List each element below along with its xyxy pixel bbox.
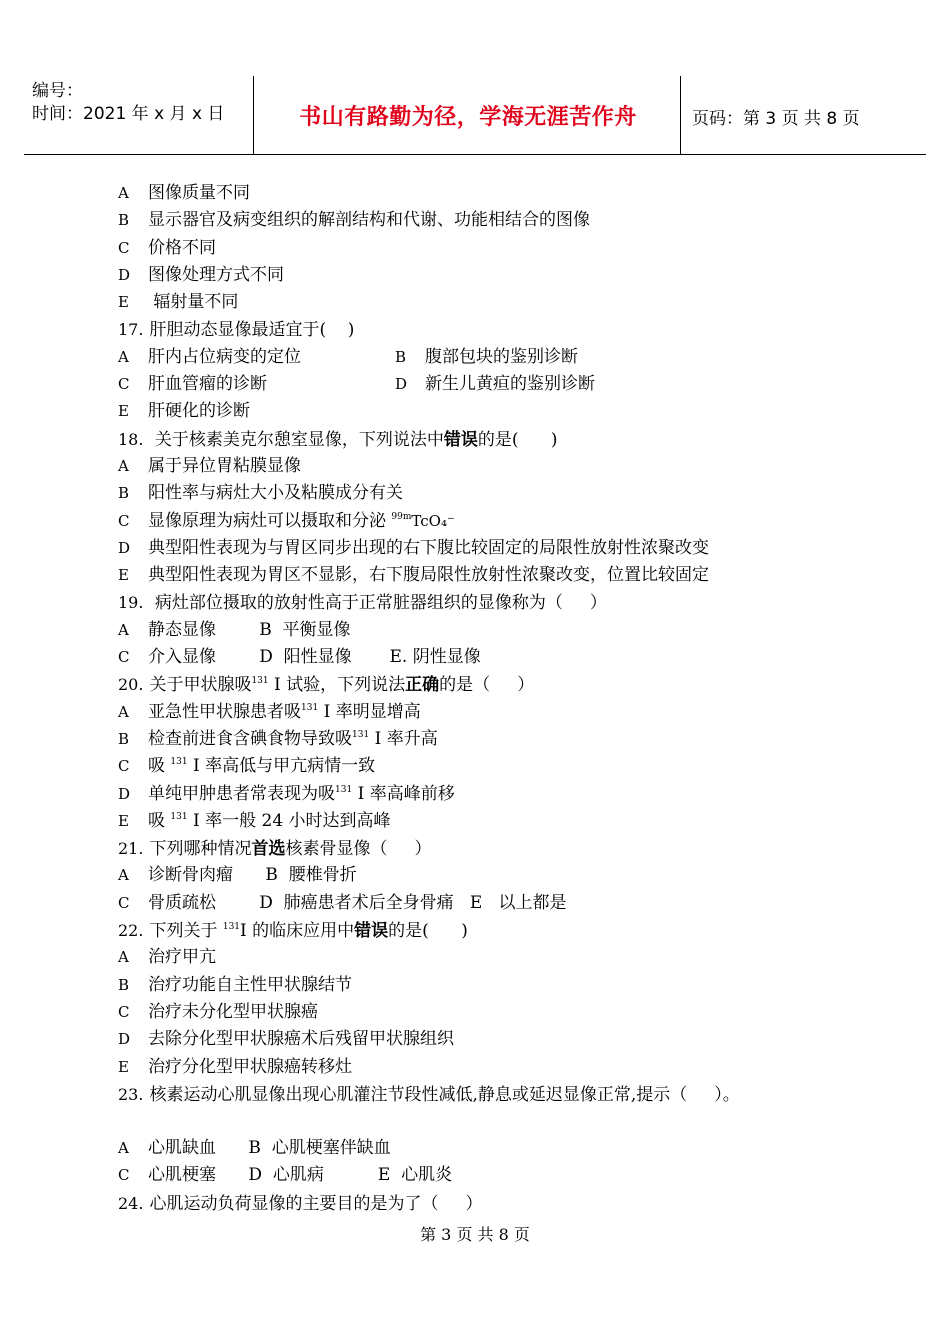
question-stem: 17. 肝胆动态显像最适宜于( ): [118, 320, 355, 341]
option-line: C 治疗未分化型甲状腺癌: [118, 1001, 318, 1022]
question-stem: 23. 核素运动心肌显像出现心肌灌注节段性减低,静息或延迟显像正常,提示（ ）。: [118, 1084, 740, 1105]
option-line: C 心肌梗塞 D 心肌病 E 心肌炎: [118, 1165, 453, 1186]
option-line: A 亚急性甲状腺患者吸$^{131}$ I 率明显增高: [118, 701, 421, 722]
question-stem: 21. 下列哪种情况首选核素骨显像（ ）: [118, 839, 432, 860]
option-line: C 显像原理为病灶可以摄取和分泌 $^{99m}$TcO₄⁻: [118, 510, 455, 531]
question-content: [118, 180, 918, 1217]
time-label: 时间：2021 年 x 月 x 日: [32, 104, 225, 124]
number-label: 编号：: [32, 81, 83, 101]
option-text: 价格不同: [148, 237, 216, 258]
header-divider: [253, 76, 254, 154]
header-divider: [680, 76, 681, 154]
option-line: E 吸 $^{131}$ I 率一般 24 小时达到高峰: [118, 810, 391, 831]
option-line: E 治疗分化型甲状腺癌转移灶: [118, 1056, 352, 1077]
option-line: C 肝血管瘤的诊断 D 新生儿黄疸的鉴别诊断: [118, 374, 595, 395]
option-line: E 肝硬化的诊断: [118, 401, 250, 422]
question-stem: 19. 病灶部位摄取的放射性高于正常脏器组织的显像称为（ ）: [118, 593, 607, 614]
option-line: C 骨质疏松 D 肺癌患者术后全身骨痛 E 以上都是: [118, 892, 567, 913]
page-header: [24, 76, 926, 155]
option-line: B 治疗功能自主性甲状腺结节: [118, 974, 352, 995]
question-stem: 24. 心肌运动负荷显像的主要目的是为了（ ）: [118, 1193, 483, 1214]
option-line: E 典型阳性表现为胃区不显影，右下腹局限性放射性浓聚改变，位置比较固定: [118, 565, 709, 586]
option-line: A 心肌缺血 B 心肌梗塞伴缺血: [118, 1138, 391, 1159]
option-line: C 吸 $^{131}$ I 率高低与甲亢病情一致: [118, 756, 376, 777]
option-line: E 辐射量不同: [118, 292, 239, 313]
question-stem: 20. 关于甲状腺吸$^{131}$ I 试验，下列说法正确的是（ ）: [118, 675, 535, 696]
header-motto: 书山有路勤为径，学海无涯苦作舟: [299, 105, 637, 130]
question-stem: 18. 关于核素美克尔憩室显像，下列说法中错误的是( ): [118, 429, 558, 450]
option-line: D 去除分化型甲状腺癌术后残留甲状腺组织: [118, 1029, 454, 1050]
option-line: A 图像质量不同: [118, 183, 250, 203]
option-line: D 单纯甲肿患者常表现为吸$^{131}$ I 率高峰前移: [118, 783, 455, 804]
option-line: C 价格不同: [118, 237, 216, 258]
option-text: 图像处理方式不同: [148, 264, 284, 285]
header-meta: [32, 76, 254, 154]
option-line: D 图像处理方式不同: [118, 264, 284, 285]
option-line: A 静态显像 B 平衡显像: [118, 619, 351, 640]
option-text: 图像质量不同: [148, 183, 250, 203]
option-line: D 典型阳性表现为与胃区同步出现的右下腹比较固定的局限性放射性浓聚改变: [118, 537, 709, 558]
option-text: 辐射量不同: [148, 292, 239, 313]
question-stem: 22. 下列关于 $^{131}$I 的临床应用中错误的是( ): [118, 921, 468, 942]
option-line: A 肝内占位病变的定位 B 腹部包块的鉴别诊断: [118, 346, 578, 367]
option-line: B 检查前进食含碘食物导致吸$^{131}$ I 率升高: [118, 728, 438, 749]
option-line: B 阳性率与病灶大小及粘膜成分有关: [118, 483, 403, 504]
option-text: 显示器官及病变组织的解剖结构和代谢、功能相结合的图像: [148, 210, 590, 231]
option-line: A 属于异位胃粘膜显像: [118, 455, 301, 476]
header-page-info: 页码：第 3 页 共 8 页: [692, 109, 860, 129]
option-line: B 显示器官及病变组织的解剖结构和代谢、功能相结合的图像: [118, 210, 590, 231]
option-line: C 介入显像 D 阳性显像 E. 阴性显像: [118, 647, 481, 668]
option-line: A 诊断骨肉瘤 B 腰椎骨折: [118, 865, 357, 886]
page-footer: 第 3 页 共 8 页: [420, 1225, 530, 1244]
option-line: A 治疗甲亢: [118, 947, 216, 968]
